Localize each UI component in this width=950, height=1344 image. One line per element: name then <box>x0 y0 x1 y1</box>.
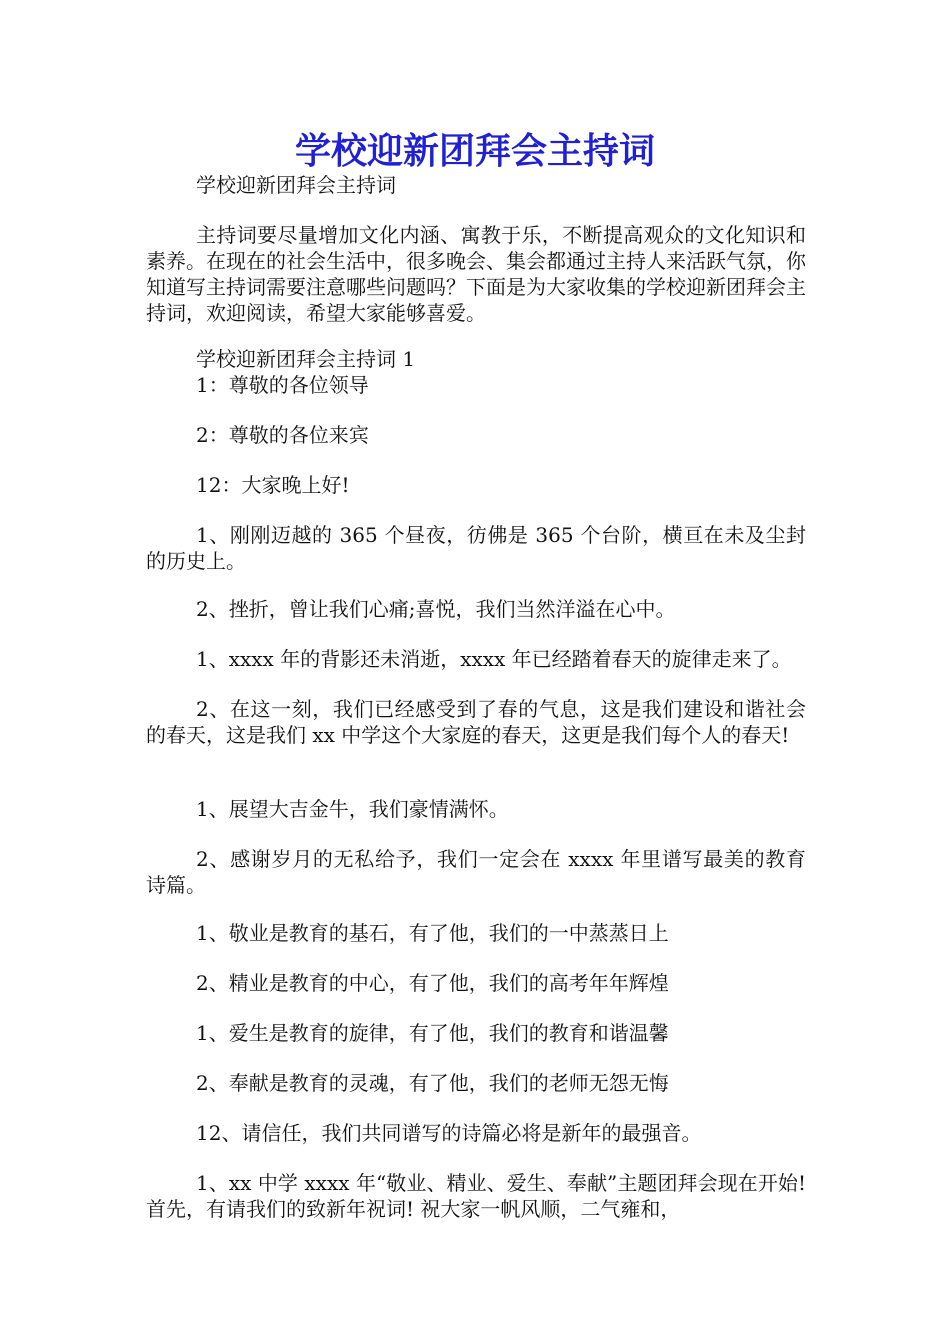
paragraph: 2、精业是教育的中心，有了他，我们的高考年年辉煌 <box>196 971 669 995</box>
paragraph: 1、爱生是教育的旋律，有了他，我们的教育和谐温馨 <box>196 1021 669 1045</box>
paragraph-section-heading: 学校迎新团拜会主持词 1 <box>196 347 416 371</box>
paragraph: 1：尊敬的各位领导 <box>196 373 369 397</box>
paragraph: 12：大家晚上好! <box>196 473 350 497</box>
paragraph: 1、刚刚迈越的 365 个昼夜，彷佛是 365 个台阶，横亘在未及尘封的历史上。 <box>146 523 806 573</box>
document-title: 学校迎新团拜会主持词 <box>294 130 655 172</box>
paragraph: 2、奉献是教育的灵魂，有了他，我们的老师无怨无悔 <box>196 1071 669 1095</box>
paragraph: 1、展望大吉金牛，我们豪情满怀。 <box>196 797 509 821</box>
paragraph: 2、感谢岁月的无私给予，我们一定会在 xxxx 年里谱写最美的教育诗篇。 <box>146 847 806 897</box>
paragraph: 12、请信任，我们共同谱写的诗篇必将是新年的最强音。 <box>196 1121 702 1145</box>
paragraph: 1、xx 中学 xxxx 年“敬业、精业、爱生、奉献”主题团拜会现在开始!首先，有请我们的致新年祝词! 祝大家一帆风顺，二气雍和， <box>146 1171 806 1221</box>
paragraph: 2、在这一刻，我们已经感受到了春的气息，这是我们建设和谐社会的春天，这是我们 xx 中学这个大家庭的春天，这更是我们每个人的春天! <box>146 697 806 747</box>
paragraph: 2：尊敬的各位来宾 <box>196 423 369 447</box>
paragraph-subtitle: 学校迎新团拜会主持词 <box>196 173 396 197</box>
paragraph: 1、敬业是教育的基石，有了他，我们的一中蒸蒸日上 <box>196 921 669 945</box>
paragraph: 2、挫折，曾让我们心痛;喜悦，我们当然洋溢在心中。 <box>196 597 676 621</box>
paragraph-intro: 主持词要尽量增加文化内涵、寓教于乐，不断提高观众的文化知识和素养。在现在的社会生活中，很多晚会、集会都通过主持人来活跃气氛，你知道写主持词需要注意哪些问题吗？下面是为大家收集的学校迎新团拜会主持词，欢迎阅读，希望大家能够喜爱。 <box>146 223 806 325</box>
paragraph: 1、xxxx 年的背影还未消逝，xxxx 年已经踏着春天的旋律走来了。 <box>196 647 792 671</box>
